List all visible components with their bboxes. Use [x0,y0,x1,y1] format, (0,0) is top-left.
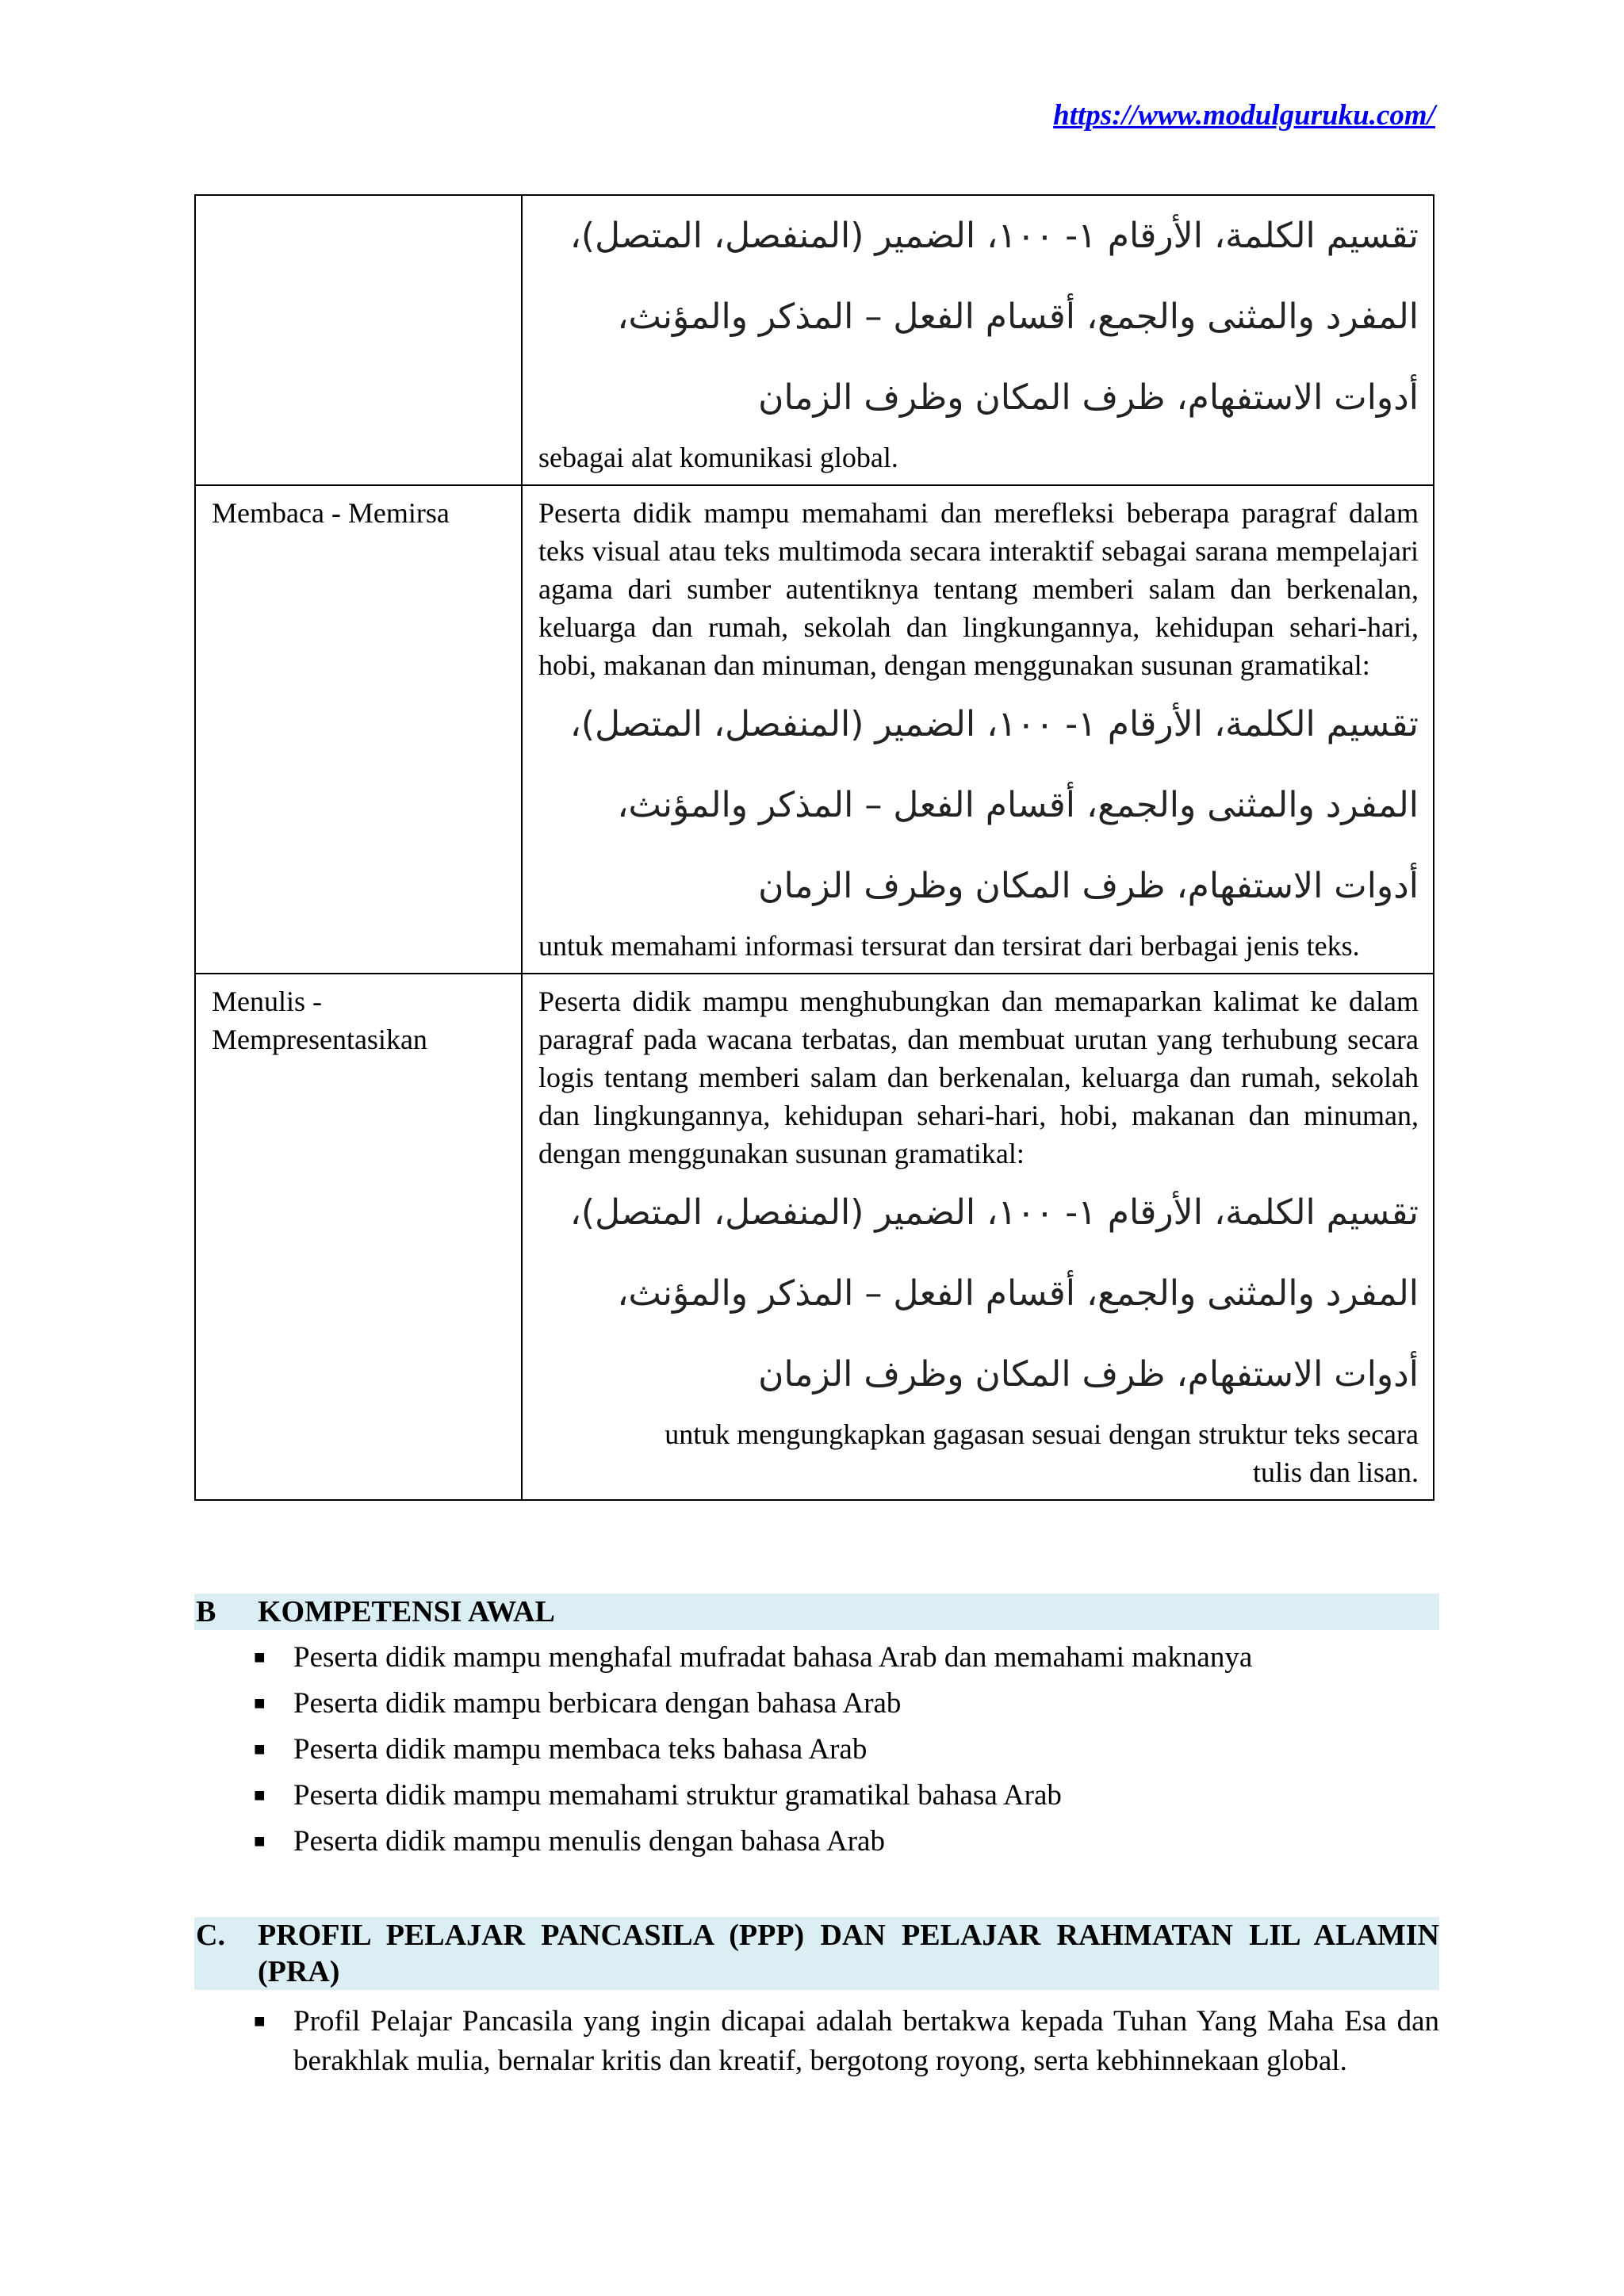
arabic-line: تقسيم الكلمة، الأرقام ١- ١٠٠، الضمير (المنفصل، المتصل)، [569,216,1419,256]
description-intro: Peserta didik mampu menghubungkan dan memaparkan kalimat ke dalam paragraf pada wacana terbatas, dan membuat urutan yang terhubung secara logis tentang memberi salam dan berkenalan, keluarga dan rumah, sekolah dan lingkungannya, kehidupan sehari-hari, hobi, makanan dan minuman, dengan menggunakan susunan gramatikal: [538,985,1419,1169]
description-outro-line: untuk mengungkapkan gagasan sesuai dengan struktur teks secara [665,1418,1419,1450]
arabic-line: المفرد والمثنى والجمع، أقسام الفعل – المذكر والمؤنث، [617,785,1419,825]
arabic-grammar-list [538,196,1419,438]
arabic-line: أدوات الاستفهام، ظرف المكان وظرف الزمان [758,377,1419,418]
table-cell-element: Menulis - Mempresentasikan [195,974,522,1500]
square-bullet-icon: ■ [254,1693,266,1714]
arabic-grammar-list [538,1173,1419,1415]
arabic-grammar-list [538,684,1419,927]
section-b-heading [194,1594,1439,1630]
kompetensi-awal-list [254,1635,1439,1865]
table-row [195,485,1434,974]
list-item-text: Peserta didik mampu membaca teks bahasa Arab [293,1733,868,1766]
list-item [254,1635,1439,1681]
list-item [254,1819,1439,1865]
section-c-heading [194,1917,1439,1990]
profil-pelajar-list [254,2002,1439,2081]
square-bullet-icon: ■ [254,1785,266,1806]
description-intro: Peserta didik mampu memahami dan merefleksi beberapa paragraf dalam teks visual atau teks multimoda secara interaktif sebagai sarana mempelajari agama dari sumber autentiknya tentang memberi salam dan berkenalan, keluarga dan rumah, sekolah dan lingkungannya, kehidupan sehari-hari, hobi, makanan dan minuman, dengan menggunakan susunan gramatikal: [538,497,1419,681]
table-cell-description [522,485,1434,974]
arabic-line: المفرد والمثنى والجمع، أقسام الفعل – المذكر والمؤنث، [617,1273,1419,1314]
square-bullet-icon: ■ [254,1831,266,1852]
competency-table [194,194,1434,1501]
list-item-text: Peserta didik mampu berbicara dengan bahasa Arab [293,1687,902,1720]
list-item [254,1727,1439,1773]
description-outro: sebagai alat komunikasi global. [538,442,898,473]
arabic-line: المفرد والمثنى والجمع، أقسام الفعل – المذكر والمؤنث، [617,297,1419,337]
list-item-text: Peserta didik mampu menghafal mufradat bahasa Arab dan memahami maknanya [293,1641,1253,1674]
table-cell-element: Membaca - Memirsa [195,485,522,974]
square-bullet-icon: ■ [254,2011,266,2032]
table-row [195,974,1434,1500]
arabic-line: تقسيم الكلمة، الأرقام ١- ١٠٠، الضمير (المنفصل، المتصل)، [569,704,1419,744]
table-cell-description [522,974,1434,1500]
section-title: PROFIL PELAJAR PANCASILA (PPP) DAN PELAJAR RAHMATAN LIL ALAMIN (PRA) [258,1919,1439,1988]
list-item [254,2002,1439,2081]
table-row [195,195,1434,485]
arabic-line: أدوات الاستفهام، ظرف المكان وظرف الزمان [758,1354,1419,1395]
list-item-text: Peserta didik mampu memahami struktur gramatikal bahasa Arab [293,1779,1062,1812]
section-letter: B [196,1595,216,1628]
table-cell-element [195,195,522,485]
section-letter: C. [196,1919,225,1952]
header-url-link[interactable]: https://www.modulguruku.com/ [1053,99,1435,132]
list-item-text: Peserta didik mampu menulis dengan bahasa Arab [293,1825,885,1858]
list-item [254,1773,1439,1819]
table-cell-description [522,195,1434,485]
description-outro: untuk memahami informasi tersurat dan tersirat dari berbagai jenis teks. [538,930,1360,962]
arabic-line: أدوات الاستفهام، ظرف المكان وظرف الزمان [758,866,1419,906]
list-item [254,1681,1439,1727]
list-item-text: Profil Pelajar Pancasila yang ingin dicapai adalah bertakwa kepada Tuhan Yang Maha Esa dan berakhlak mulia, bernalar kritis dan kreatif, bergotong royong, serta kebhinnekaan global. [293,2005,1439,2077]
description-outro-line: tulis dan lisan. [1253,1456,1419,1488]
section-title: KOMPETENSI AWAL [258,1595,555,1628]
square-bullet-icon: ■ [254,1647,266,1668]
square-bullet-icon: ■ [254,1739,266,1760]
arabic-line: تقسيم الكلمة، الأرقام ١- ١٠٠، الضمير (المنفصل، المتصل)، [569,1192,1419,1233]
